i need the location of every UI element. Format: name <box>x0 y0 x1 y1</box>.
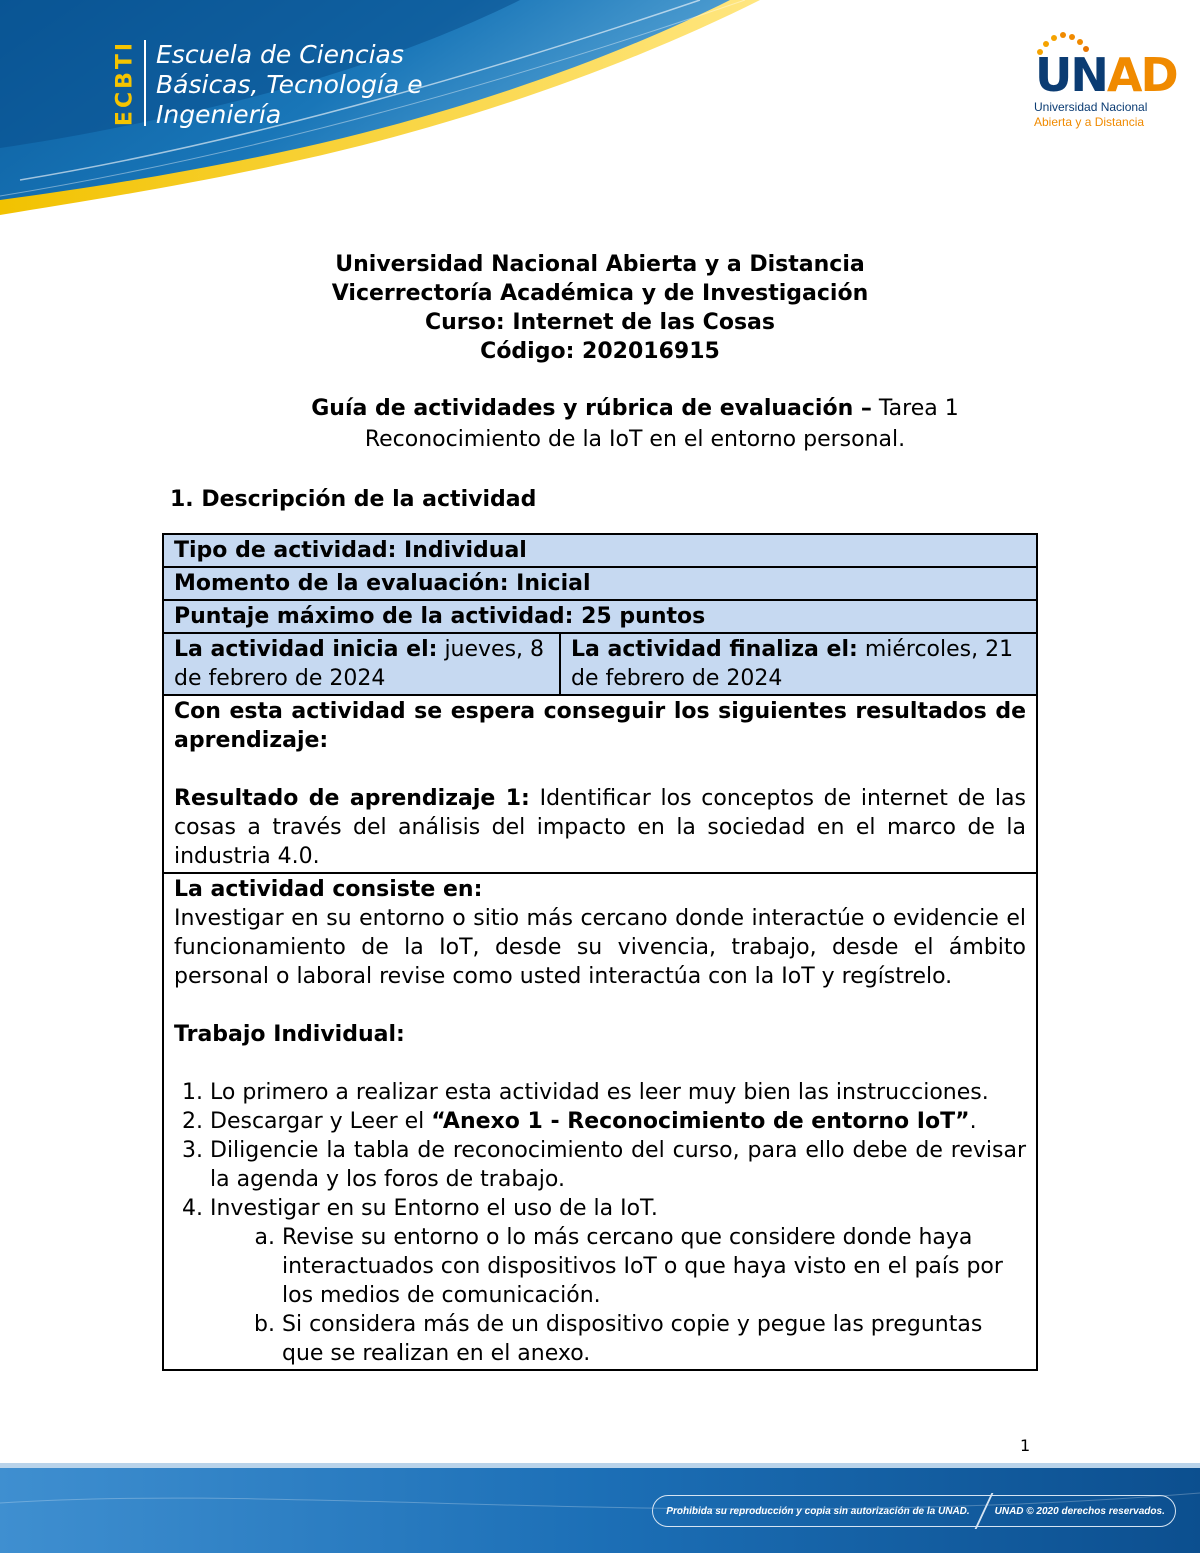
start-date-value: jueves, 8 de febrero de 2024 <box>174 637 545 691</box>
evaluation-moment-cell: Momento de la evaluación: Inicial <box>163 567 1037 600</box>
list-item <box>210 1107 1026 1136</box>
table-row <box>163 534 1037 567</box>
table-row <box>163 567 1037 600</box>
end-date-cell <box>560 633 1037 695</box>
school-separator <box>144 40 146 126</box>
max-score-cell: Puntaje máximo de la actividad: 25 puntos <box>163 600 1037 633</box>
step-2-prefix: Descargar y Leer el <box>210 1109 432 1134</box>
learning-result-label: Resultado de aprendizaje 1: <box>174 786 530 811</box>
guide-title <box>0 393 1200 424</box>
school-branding <box>112 40 423 130</box>
guide-title-bold: Guía de actividades y rúbrica de evaluación – <box>311 396 872 421</box>
list-item: 3. Diligencie la tabla de reconocimiento del curso, para ello debe de revisar la agenda y los foros de trabajo. <box>210 1136 1026 1194</box>
learning-result-1 <box>174 784 1026 871</box>
guide-title-task: Tarea 1 <box>871 396 959 421</box>
table-row <box>163 633 1037 695</box>
learning-results-cell <box>163 695 1037 873</box>
end-date-value: miércoles, 21 de febrero de 2024 <box>571 637 1014 691</box>
vicerrectoria-name: Vicerrectoría Académica y de Investigación <box>331 281 869 306</box>
start-date-cell <box>163 633 560 695</box>
activity-description-table <box>162 533 1038 1371</box>
table-row <box>163 873 1037 1370</box>
activity-consists-text: Investigar en su entorno o sitio más cercano donde interactúe o evidencie el funcionamiento de la IoT, desde su vivencia, trabajo, desde el ámbito personal o laboral revise como usted interactúa con la IoT y regístrelo. <box>174 906 1026 989</box>
start-date-label: La actividad inicia el: <box>174 637 438 662</box>
individual-work-heading: Trabajo Individual: <box>174 1022 405 1047</box>
logo-subtitle-2: Abierta y a Distancia <box>1034 115 1145 129</box>
unad-logo <box>1030 30 1177 135</box>
page-number: 1 <box>1020 1436 1031 1455</box>
logo-word-ad: AD <box>1106 48 1177 102</box>
logo-subtitle-1: Universidad Nacional <box>1034 100 1148 114</box>
table-row <box>163 695 1037 873</box>
list-item: 1. Lo primero a realizar esta actividad es leer muy bien las instrucciones. <box>210 1078 1026 1107</box>
footer-copyright: UNAD © 2020 derechos reservados. <box>994 1505 1165 1517</box>
list-item: b. Si considera más de un dispositivo copie y pegue las preguntas que se realizan en el anexo. <box>282 1310 1026 1368</box>
step-2-suffix: . <box>969 1109 977 1134</box>
annex-reference: “Anexo 1 - Reconocimiento de entorno IoT” <box>431 1109 970 1134</box>
university-name: Universidad Nacional Abierta y a Distancia <box>335 252 865 277</box>
table-row <box>163 600 1037 633</box>
school-code-vertical <box>112 40 138 126</box>
section-heading: 1. Descripción de la actividad <box>170 487 537 512</box>
list-item <box>210 1194 1026 1368</box>
step-4-text: Investigar en su Entorno el uso de la IoT. <box>210 1196 658 1221</box>
logo-wordmark <box>1035 48 1177 102</box>
guide-subtitle: Reconocimiento de la IoT en el entorno personal. <box>364 427 906 452</box>
steps-list <box>174 1078 1026 1368</box>
list-item: a. Revise su entorno o lo más cercano que considere donde haya interactuados con dispositivos IoT o que haya visto en el país por los medios de comunicación. <box>282 1223 1026 1310</box>
activity-type-cell: Tipo de actividad: Individual <box>163 534 1037 567</box>
learning-result-text: Identificar los conceptos de internet de las cosas a través del análisis del impacto en la sociedad en el marco de la industria 4.0. <box>174 786 1026 869</box>
footer-notice: Prohibida su reproducción y copia sin autorización de la UNAD. <box>666 1505 970 1517</box>
school-code: ECBTI <box>112 39 138 127</box>
school-name: Escuela de Ciencias Básicas, Tecnología e Ingeniería <box>156 40 423 129</box>
activity-consists-cell <box>163 873 1037 1370</box>
guide-title-block <box>0 393 1200 455</box>
logo-word-un: UN <box>1035 48 1107 102</box>
end-date-label: La actividad finaliza el: <box>571 637 858 662</box>
document-title-block <box>0 250 1200 366</box>
activity-consists-heading: La actividad consiste en: <box>174 877 483 902</box>
course-code: Código: 202016915 <box>480 339 720 364</box>
learning-results-heading: Con esta actividad se espera conseguir los siguientes resultados de aprendizaje: <box>174 699 1026 753</box>
sub-steps-list <box>210 1223 1026 1368</box>
footer-notice-pill <box>652 1495 1176 1527</box>
course-name: Curso: Internet de las Cosas <box>425 310 775 335</box>
